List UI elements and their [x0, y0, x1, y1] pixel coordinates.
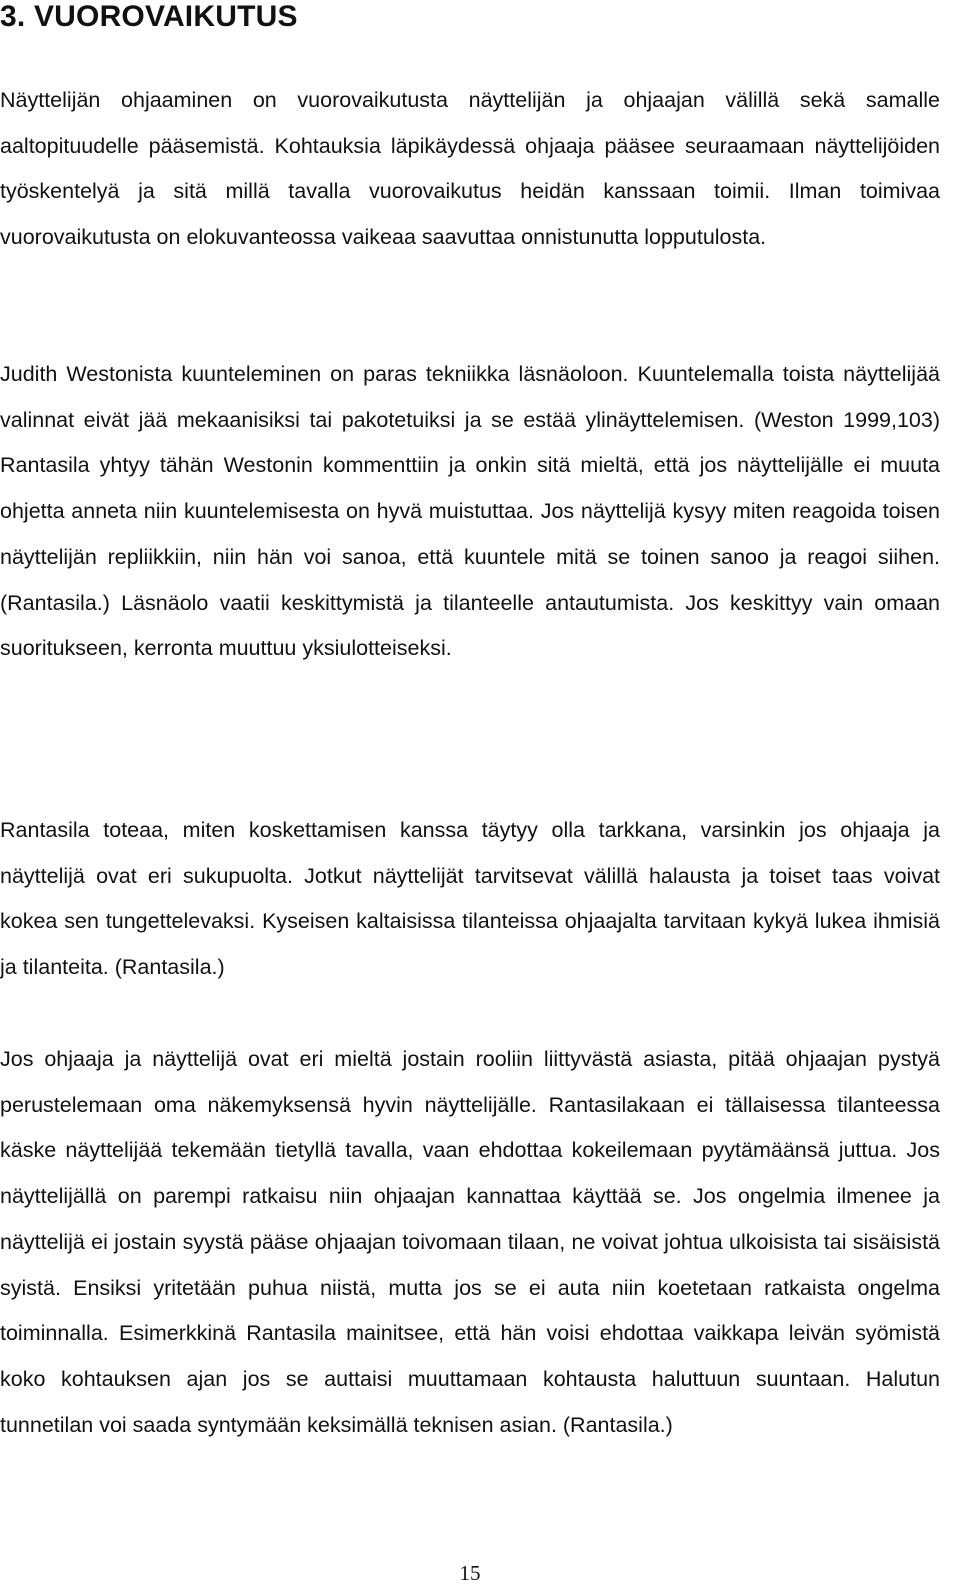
paragraph-3: Rantasila toteaa, miten koskettamisen kanssa täytyy olla tarkkana, varsinkin jos ohjaaja ja näyttelijä ovat eri sukupuolta. Jotkut näyttelijät tarvitsevat välillä halausta ja toiset taas voivat kokea sen tungettelevaksi. Kyseisen kaltaisissa tilanteissa ohjaajalta tarvitaan kykyä lukea ihmisiä ja tilanteita. (Rantasila.) — [0, 818, 940, 980]
paragraph-1: Näyttelijän ohjaaminen on vuorovaikutusta näyttelijän ja ohjaajan välillä sekä samalle aaltopituudelle pääsemistä. Kohtauksia läpikäydessä ohjaaja pääsee seuraamaan näyttelijöiden työskentelyä ja sitä millä tavalla vuorovaikutus heidän kanssaan toimii. Ilman toimivaa vuorovaikutusta on elokuvanteossa vaikeaa saavuttaa onnistunutta lopputulosta. — [0, 88, 940, 250]
paragraph-2: Judith Westonista kuunteleminen on paras tekniikka läsnäoloon. Kuuntelemalla toista näyttelijää valinnat eivät jää mekaanisiksi tai pakotetuiksi ja se estää ylinäyttelemisen. (Weston 1999,103) Rantasila yhtyy tähän Westonin kommenttiin ja onkin sitä mieltä, että jos näyttelijälle ei muuta ohjetta anneta niin kuuntelemisesta on hyvä muistuttaa. Jos näyttelijä kysyy miten reagoida toisen näyttelijän repliikkiin, niin hän voi sanoa, että kuuntele mitä se toinen sanoo ja reagoi siihen. (Rantasila.) Läsnäolo vaatii keskittymistä ja tilanteelle antautumista. Jos keskittyy vain omaan suoritukseen, kerronta muuttuu yksiulotteiseksi. — [0, 362, 940, 661]
page-number: 15 — [459, 1561, 481, 1585]
section-heading: 3. VUOROVAIKUTUS — [0, 0, 298, 33]
paragraph-4: Jos ohjaaja ja näyttelijä ovat eri mieltä jostain rooliin liittyvästä asiasta, pitää ohjaajan pystyä perustelemaan oma näkemyksensä hyvin näyttelijälle. Rantasilakaan ei tällaisessa tilanteessa käske näyttelijää tekemään tietyllä tavalla, vaan ehdottaa kokeilemaan pyytämäänsä juttua. Jos näyttelijällä on parempi ratkaisu niin ohjaajan kannattaa käyttää se. Jos ongelmia ilmenee ja näyttelijä ei jostain syystä pääse ohjaajan toivomaan tilaan, ne voivat johtua ulkoisista tai sisäisistä syistä. Ensiksi yritetään puhua niistä, mutta jos se ei auta niin koetetaan ratkaista ongelma toiminnalla. Esimerkkinä Rantasila mainitsee, että hän voisi ehdottaa vaikkapa leivän syömistä koko kohtauksen ajan jos se auttaisi muuttamaan kohtausta haluttuun suuntaan. Halutun tunnetilan voi saada syntymään keksimällä teknisen asian. (Rantasila.) — [0, 1047, 940, 1437]
